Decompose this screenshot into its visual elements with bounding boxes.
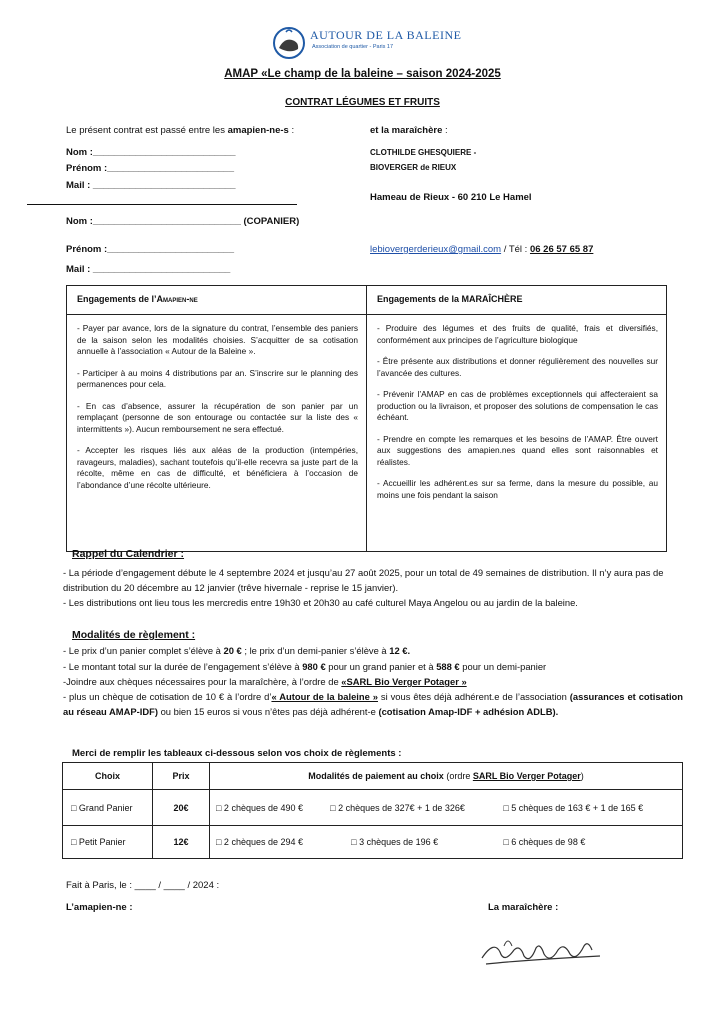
date-field[interactable]: Fait à Paris, le : ____ / ____ / 2024 : [66, 880, 220, 891]
payment-line [63, 674, 683, 689]
text: -Joindre aux chèques nécessaires pour la maraîchère, à l’ordre de [63, 676, 342, 687]
farmer-address: Hameau de Rieux - 60 210 Le Hamel [370, 192, 532, 203]
header-bold: Amapien-ne [156, 294, 198, 305]
text: pour un demi-panier [459, 661, 547, 672]
maraichere-signature-label: La maraîchère : [488, 902, 559, 913]
total-half: 588 € [436, 661, 460, 672]
text: ou bien 15 euros si vous n’êtes pas déjà adhérent-e [157, 706, 379, 717]
option-checkbox[interactable]: □ 5 chèques de 163 € + 1 de 165 € [502, 790, 682, 826]
list-item: - Payer par avance, lors de la signature du contrat, l’ensemble des paniers de la saison selon les modalités choisies. S’acquitter de sa cotisation annuelle à l’association « Autour de la Baleine ». [77, 323, 358, 356]
logo-title: AUTOUR DE LA BALEINE [310, 28, 462, 42]
text: - plus un chèque de cotisation de 10 € à l’ordre d’ [63, 691, 272, 702]
grand-panier-price: 20€ [153, 790, 210, 826]
intro-suffix: : [288, 125, 295, 136]
text: - Le prix d’un panier complet s’élève à [63, 645, 224, 656]
list-item: - Accueillir les adhérent.es sur sa ferme, dans la mesure du possible, au moins une fois pendant la saison [377, 478, 658, 500]
copanier-nom-field[interactable]: Nom :____________________________ (COPANIER) [66, 216, 300, 227]
petit-panier-checkbox[interactable]: □ Petit Panier [63, 826, 153, 859]
copanier-mail-field[interactable]: Mail : __________________________ [66, 264, 231, 275]
divider [27, 204, 297, 205]
calendar-line: - Les distributions ont lieu tous les mercredis entre 19h30 et 20h30 au café culturel Maya Angelou ou au jardin de la baleine. [63, 597, 578, 608]
farmer-company: BIOVERGER de RIEUX [370, 163, 457, 172]
header-prefix: Engagements de la [377, 294, 462, 305]
payee-name: «SARL Bio Verger Potager » [341, 676, 467, 687]
text: ) [580, 771, 584, 781]
calendar-line: - La période d’engagement débute le 4 septembre 2024 et jusqu’au 27 août 2025, pour un total de 49 semaines de distribution. Il n’y aura pas de distribution du 20 décembre au 12 janvier (trêve hivernale - reprise le 15 janvier). [63, 567, 664, 593]
payment-line [63, 659, 683, 674]
intro-line [66, 125, 294, 136]
amapien-engagements-list [67, 315, 367, 552]
tel-label: / Tél : [501, 244, 530, 255]
logo-subtitle: Association de quartier - Paris 17 [312, 44, 394, 50]
payment-title: Modalités de règlement : [72, 629, 196, 641]
payment-choices-table [62, 762, 683, 859]
table-row [63, 790, 683, 826]
header-modalites [210, 763, 683, 790]
payment-line [63, 689, 683, 719]
farmer-email-link[interactable]: lebiovergerderieux@gmail.com [370, 244, 502, 255]
header-bold: MARAÎCHÈRE [461, 294, 523, 305]
farmer-name: CLOTHILDE GHESQUIERE - [370, 148, 477, 157]
amapien-signature-label: L’amapien-ne : [66, 902, 133, 913]
list-item: - Être présente aux distributions et donner régulièrement des nouvelles sur l’avancée des cultures. [377, 356, 658, 378]
text: SARL Bio Verger Potager [472, 771, 581, 781]
text: (assurances et cotisation au réseau AMAP-IDF) [63, 691, 683, 717]
copanier-prenom-field[interactable]: Prénom :________________________ [66, 244, 234, 255]
contact-line [370, 244, 593, 255]
option-checkbox[interactable]: □ 2 chèques de 294 € [210, 826, 330, 859]
header-prefix: Engagements de l’ [77, 294, 157, 305]
maraichere-suffix: : [442, 125, 448, 136]
list-item: - Prévenir l’AMAP en cas de problèmes exceptionnels qui affecteraient sa production ou la livraison, et proposer des solutions de compensation le cas échéant. [377, 389, 658, 422]
header-choix: Choix [63, 763, 153, 790]
petit-panier-price: 12€ [153, 826, 210, 859]
amapien-engagements-header [67, 286, 367, 315]
maraichere-label [370, 125, 448, 136]
text: ; le prix d’un demi-panier s’élève à [241, 645, 390, 656]
text: (ordre [443, 771, 473, 781]
text: pour un grand panier et à [325, 661, 437, 672]
payment-line [63, 643, 683, 658]
list-item: - Prendre en compte les remarques et les besoins de l’AMAP. Être ouvert aux suggestions des amapien.nes quand elles sont raisonnables et réalistes. [377, 433, 658, 467]
option-checkbox[interactable]: □ 3 chèques de 196 € [329, 826, 502, 859]
page-title: AMAP «Le champ de la baleine – saison 2024-2025 [224, 68, 501, 80]
association-logo [268, 22, 468, 64]
maraichere-engagements-list [367, 315, 667, 552]
intro-text: Le présent contrat est passé entre les [66, 125, 228, 136]
handwritten-signature [474, 930, 614, 975]
total-full: 980 € [302, 661, 326, 672]
option-checkbox[interactable]: □ 2 chèques de 327€ + 1 de 326€ [329, 790, 502, 826]
option-checkbox[interactable]: □ 2 chèques de 490 € [210, 790, 330, 826]
maraichere-engagements-header [367, 286, 667, 315]
header-prix: Prix [153, 763, 210, 790]
text: si vous êtes déjà adhérent.e de l’association [377, 691, 570, 702]
engagements-table [66, 285, 667, 552]
price-half: 12 €. [389, 645, 411, 656]
list-item: - Produire des légumes et des fruits de qualité, frais et diversifiés, conformément aux principes de l’agriculture biologique [377, 323, 658, 345]
calendar-title: Rappel du Calendrier : [72, 548, 185, 560]
farmer-phone[interactable]: 06 26 57 65 87 [529, 244, 594, 255]
intro-bold: amapien-ne-s [227, 125, 289, 136]
text: Modalités de paiement au choix [308, 771, 444, 781]
text: (cotisation Amap-IDF + adhésion ADLB). [378, 706, 559, 717]
nom-field[interactable]: Nom :___________________________ [66, 147, 236, 158]
text: - Le montant total sur la durée de l’engagement s’élève à [63, 661, 303, 672]
option-checkbox[interactable]: □ 6 chèques de 98 € [502, 826, 682, 859]
list-item: - Accepter les risques liés aux aléas de la production (intempéries, ravageurs, maladies), sachant toutefois qu’il-elle recevra sa juste part de la récolte, même en cas de difficulté, et bénéficiera à l’occasion de l’abondance d’une récolte ultérieure. [77, 445, 358, 490]
price-full: 20 € [223, 645, 242, 656]
table-row [63, 826, 683, 859]
whale-logo-icon [272, 24, 306, 62]
association-name: « Autour de la baleine » [271, 691, 378, 702]
contract-subtitle: CONTRAT LÉGUMES ET FRUITS [285, 97, 440, 108]
list-item: - En cas d’absence, assurer la récupération de son panier par un remplaçant (personne de son entourage ou contactée sur la liste des « intermittents »). Aucun remboursement ne sera effectué. [77, 400, 358, 434]
list-item: - Participer à au moins 4 distributions par an. S’inscrire sur le planning des permanences pour cela. [77, 367, 358, 389]
mail-field[interactable]: Mail : ___________________________ [66, 180, 236, 191]
prenom-field[interactable]: Prénom :________________________ [66, 163, 234, 174]
fill-note: Merci de remplir les tableaux ci-dessous selon vos choix de règlements : [72, 748, 402, 759]
maraichere-text: et la maraîchère [370, 125, 443, 136]
grand-panier-checkbox[interactable]: □ Grand Panier [63, 790, 153, 826]
